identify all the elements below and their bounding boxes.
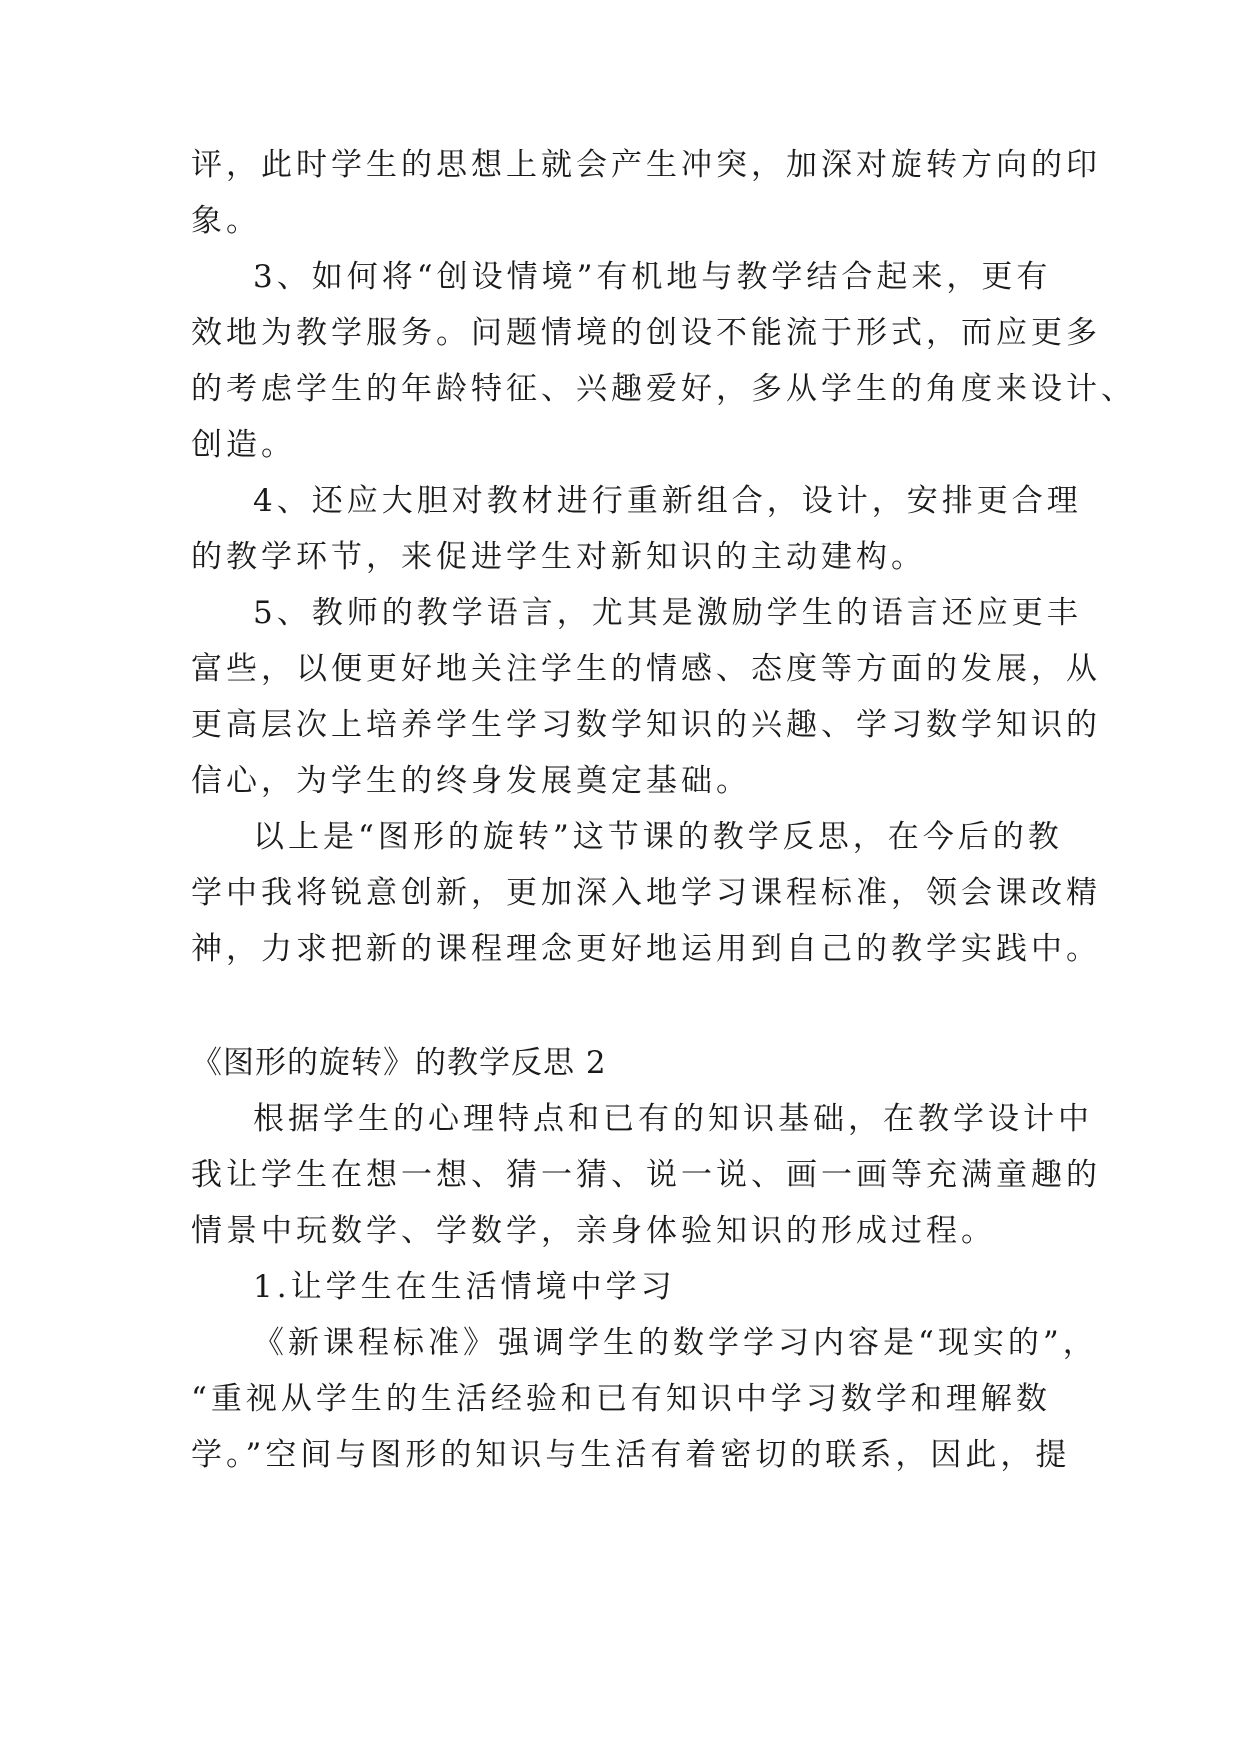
text-line: 根据学生的心理特点和已有的知识基础，在教学设计中 xyxy=(253,1101,1093,1137)
text-line: 的教学环节，来促进学生对新知识的主动建构。 xyxy=(191,539,926,575)
text-line: 5、教师的教学语言，尤其是激励学生的语言还应更丰 xyxy=(253,595,1082,631)
text-line: 我让学生在想一想、猜一猜、说一说、画一画等充满童趣的 xyxy=(191,1157,1101,1193)
text-line: “重视从学生的生活经验和已有知识中学习数学和理解数 xyxy=(191,1381,1051,1417)
text-line: 富些，以便更好地关注学生的情感、态度等方面的发展，从 xyxy=(191,651,1101,687)
text-line: 评，此时学生的思想上就会产生冲突，加深对旋转方向的印 xyxy=(191,147,1101,183)
text-line: 《新课程标准》强调学生的数学学习内容是“现实的”， xyxy=(253,1325,1098,1361)
text-line: 信心，为学生的终身发展奠定基础。 xyxy=(191,763,751,799)
text-line: 更高层次上培养学生学习数学知识的兴趣、学习数学知识的 xyxy=(191,707,1101,743)
text-line: 4、还应大胆对教材进行重新组合，设计，安排更合理 xyxy=(253,483,1082,519)
text-line: 的考虑学生的年龄特征、兴趣爱好，多从学生的角度来设计、 xyxy=(191,371,1136,407)
text-line: 创造。 xyxy=(191,427,296,463)
text-line: 1.让学生在生活情境中学习 xyxy=(253,1269,676,1305)
text-line: 3、如何将“创设情境”有机地与教学结合起来，更有 xyxy=(253,259,1052,295)
text-line: 象。 xyxy=(191,203,261,239)
section-heading: 《图形的旋转》的教学反思 2 xyxy=(191,1045,607,1081)
text-line: 神，力求把新的课程理念更好地运用到自己的教学实践中。 xyxy=(191,931,1101,967)
text-line: 以上是“图形的旋转”这节课的教学反思，在今后的教 xyxy=(253,819,1063,855)
text-line: 效地为教学服务。问题情境的创设不能流于形式，而应更多 xyxy=(191,315,1101,351)
text-line: 学中我将锐意创新，更加深入地学习课程标准，领会课改精 xyxy=(191,875,1101,911)
text-line: 学。”空间与图形的知识与生活有着密切的联系，因此，提 xyxy=(191,1437,1071,1473)
text-line: 情景中玩数学、学数学，亲身体验知识的形成过程。 xyxy=(191,1213,996,1249)
